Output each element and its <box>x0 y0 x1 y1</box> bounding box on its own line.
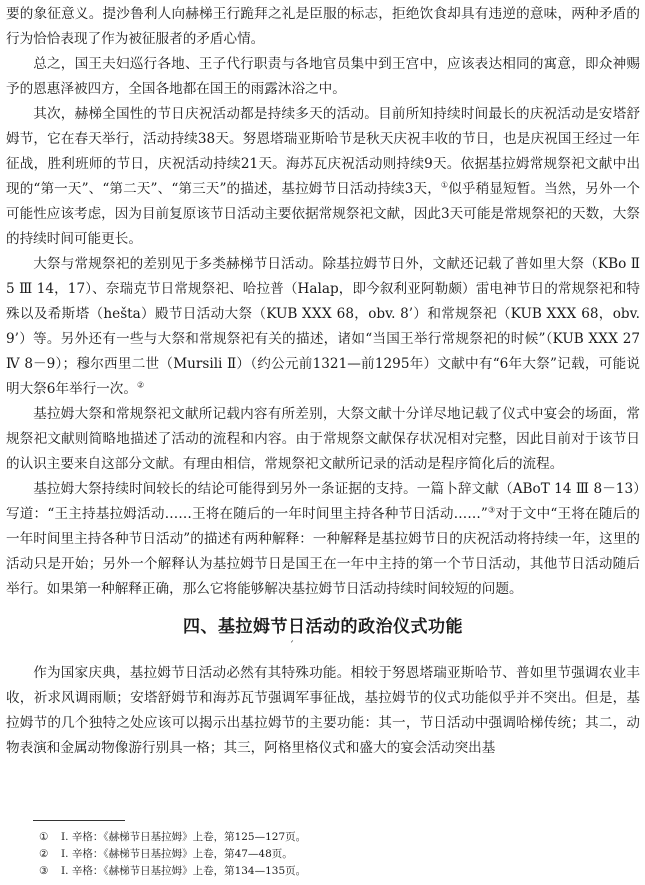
paragraph-3: 其次，赫梯全国性的节日庆祝活动都是持续多天的活动。目前所知持续时间最长的庆祝活动是安塔舒姆节，它在春天举行，活动持续38天。努恩塔瑞亚斯哈节是秋天庆祝丰收的节日，也是庆祝国王经过一年征战，胜利班师的节日，庆祝活动持续21天。海苏瓦庆祝活动则持续9天。依据基拉姆常规祭祀文献中出现的“第一天”、“第二天”、“第三天”的描述，基拉姆节日活动持续3天，①似乎稍显短暂。当然，另外一个可能性应该考虑，因为目前复原该节日活动主要依据常规祭祀文献，因此3天可能是常规祭祀的天数，大祭的持续时间可能更长。 <box>6 106 640 247</box>
section-heading: 四、基拉姆节日活动的政治仪式功能 <box>183 617 463 637</box>
paragraph-6: 基拉姆大祭持续时间较长的结论可能得到另外一条证据的支持。一篇卜辞文献（ABoT 14 Ⅲ 8－13）写道：“王主持基拉姆活动……王将在随后的一年时间里主持各种节日活动……”③对于文中“王将在随后的一年时间里主持各种节日活动”的描述有两种解释：一种解释是基拉姆节日的庆祝活动将持续一年，这里的活动只是开始；另外一个解释认为基拉姆节日是国王在一年中主持的第一个节日活动，其他节日活动随后举行。如果第一种解释正确，那么它将能够解决基拉姆节日活动持续时间较短的问题。 <box>6 481 640 597</box>
paragraph-2: 总之，国王夫妇巡行各地、王子代行职责与各地官员集中到王宫中，应该表达相同的寓意，即众神赐予的恩惠泽被四方，全国各地都在国王的雨露沐浴之中。 <box>6 56 640 97</box>
footnote-ref-2[interactable]: ② <box>137 380 145 390</box>
footnote-2: ② I. 辛格：《赫梯节日基拉姆》上卷，第47—48页。 <box>39 848 293 860</box>
footnote-ref-3[interactable]: ③ <box>487 505 496 515</box>
footnote-divider <box>33 820 125 821</box>
paragraph-1: 要的象征意义。提沙鲁利人向赫梯王行跪拜之礼是臣服的标志，拒绝饮食却具有违逆的意味，两种矛盾的行为恰恰表现了作为被征服者的矛盾心情。 <box>6 6 640 47</box>
paragraph-5: 基拉姆大祭和常规祭祀文献所记载内容有所差别，大祭文献十分详尽地记载了仪式中宴会的场面，常规祭祀文献则简略地描述了活动的流程和内容。由于常规祭文献保存状况相对完整，因此目前对于该节日的认识主要来自这部分文献。有理由相信，常规祭祀文献所记录的活动是程序简化后的流程。 <box>6 406 640 472</box>
paragraph-4: 大祭与常规祭祀的差别见于多类赫梯节日活动。除基拉姆节日外，文献还记载了普如里大祭（KBo Ⅱ 5 Ⅲ 14，17）、奈瑞克节日常规祭祀、哈拉普（Halap，即今叙利亚阿勒颇）雷电神节日的常规祭祀和特殊以及希斯塔（hešta）殿节日活动大祭（KUB ⅩⅩⅩ 68，obv. 8’）和常规祭祀（KUB ⅩⅩⅩ 68，obv. 9’）等。另外还有一些与大祭和常规祭祀有关的描述，诸如“当国王举行常规祭祀的时候”（KUB ⅩⅩⅩ 27 Ⅳ 8－9）；穆尔西里二世（Mursili Ⅱ）（约公元前1321—前1295年）文献中有“6年大祭”记载，可能说明大祭6年举行一次。② <box>6 256 640 397</box>
footnotes <box>6 820 640 880</box>
stray-mark: ˊ <box>289 641 294 652</box>
footnote-1: ① I. 辛格：《赫梯节日基拉姆》上卷，第125—127页。 <box>39 831 307 843</box>
page-body <box>6 2 640 761</box>
paragraph-7: 作为国家庆典，基拉姆节日活动必然有其特殊功能。相较于努恩塔瑞亚斯哈节、普如里节强调农业丰收，祈求风调雨顺；安塔舒姆节和海苏瓦节强调军事征战，基拉姆节的仪式功能似乎并不突出。但是，基拉姆节的几个独特之处应该可以揭示出基拉姆节的主要功能：其一，节日活动中强调哈梯传统；其二，动物表演和金属动物像游行别具一格；其三，阿格里格仪式和盛大的宴会活动突出基 <box>6 665 640 756</box>
footnote-ref-1[interactable]: ① <box>440 180 449 190</box>
footnote-3: ③ I. 辛格：《赫梯节日基拉姆》上卷，第134—135页。 <box>39 865 307 877</box>
